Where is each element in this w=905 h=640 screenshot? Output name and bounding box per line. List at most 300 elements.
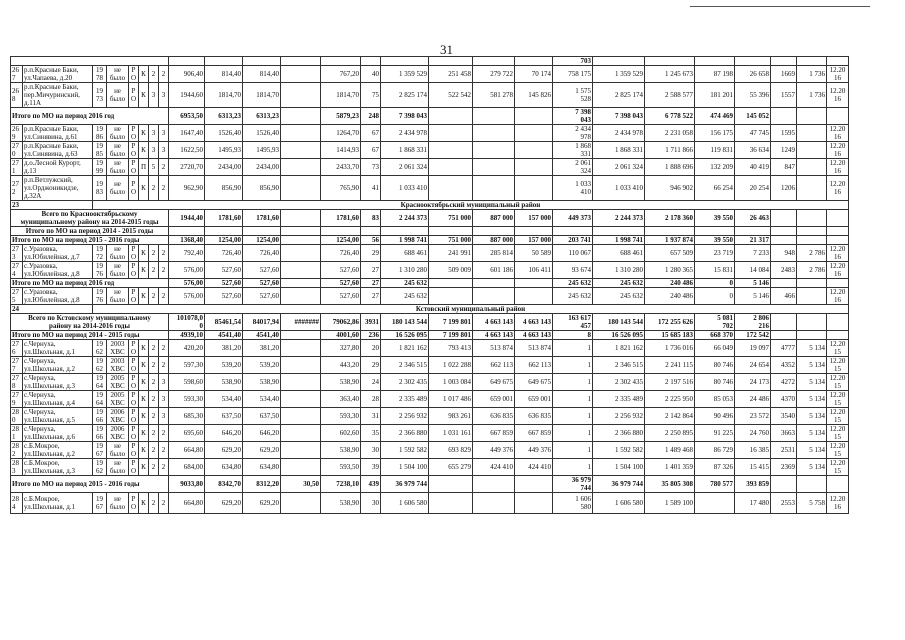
material-cell: Р О — [129, 374, 139, 391]
value-cell-c13: 35 805 308 — [645, 476, 695, 493]
material-cell: Р О — [129, 262, 139, 279]
value-cell-c2: 634,80 — [205, 459, 243, 476]
value-cell-c17 — [797, 236, 827, 245]
table-row — [11, 408, 849, 425]
value-cell-c13: 1 280 365 — [645, 262, 695, 279]
value-cell-c12: 2 825 174 — [593, 83, 645, 108]
value-cell-c12: 7 398 043 — [593, 108, 645, 125]
value-cell-c17: 5 134 — [797, 459, 827, 476]
value-cell-c15: 16 385 — [735, 442, 771, 459]
value-cell-c2: 6313,23 — [205, 108, 243, 125]
repair-cell: 2006 ХВС — [107, 425, 129, 442]
value-cell-c18: 12.20 16 — [827, 262, 849, 279]
value-cell-c17: 5 134 — [797, 357, 827, 374]
value-cell-c2: 534,40 — [205, 391, 243, 408]
value-cell-c1: 598,60 — [169, 374, 205, 391]
value-cell-c13: 2 178 360 — [645, 210, 695, 227]
repair-cell: не было — [107, 176, 129, 201]
value-cell-c13: 657 509 — [645, 245, 695, 262]
value-cell-c5 — [321, 57, 361, 66]
value-cell-c15: 17 480 — [735, 493, 771, 514]
value-cell-c16 — [771, 279, 797, 288]
empty-cell — [645, 227, 695, 236]
value-cell-c8: 7 199 801 — [429, 331, 473, 340]
entrances-cell: 2 — [159, 288, 169, 305]
material-cell: Р О — [129, 442, 139, 459]
row-number: 27 2 — [11, 176, 23, 201]
value-cell-c4 — [281, 210, 321, 227]
value-cell-c2: 8342,70 — [205, 476, 243, 493]
value-cell-c7: 245 632 — [381, 288, 429, 305]
value-cell-c8: 983 261 — [429, 408, 473, 425]
value-cell-c1: 1622,50 — [169, 142, 205, 159]
value-cell-c2: 1781,60 — [205, 210, 243, 227]
row-number: 27 4 — [11, 262, 23, 279]
table-row — [11, 288, 849, 305]
entrances-cell: 2 — [159, 340, 169, 357]
value-cell-c11: 1 — [553, 442, 593, 459]
value-cell-c6: 27 — [361, 262, 381, 279]
material-cell: Р О — [129, 176, 139, 201]
value-cell-c2: 4541,40 — [205, 331, 243, 340]
value-cell-c7: 2 256 932 — [381, 408, 429, 425]
value-cell-c3: 1814,70 — [243, 83, 281, 108]
value-cell-c13: 2 241 115 — [645, 357, 695, 374]
value-cell-c1: 4939,10 — [169, 331, 205, 340]
value-cell-c1: 1944,60 — [169, 83, 205, 108]
value-cell-c12: 2 302 435 — [593, 374, 645, 391]
value-cell-c3: 534,40 — [243, 391, 281, 408]
value-cell-c15: 7 233 — [735, 245, 771, 262]
value-cell-c2: 527,60 — [205, 262, 243, 279]
value-cell-c17: 5 134 — [797, 442, 827, 459]
value-cell-c8: 751 000 — [429, 210, 473, 227]
value-cell-c10 — [515, 476, 553, 493]
value-cell-c5: 765,90 — [321, 176, 361, 201]
floors-cell: 3 — [149, 83, 159, 108]
year-cell: 19 83 — [93, 176, 107, 201]
roof-cell: К — [139, 176, 149, 201]
value-cell-c9 — [473, 57, 515, 66]
value-cell-c1: 792,40 — [169, 245, 205, 262]
value-cell-c15: 26 463 — [735, 210, 771, 227]
value-cell-c3: 1526,40 — [243, 125, 281, 142]
value-cell-c17: 5 134 — [797, 425, 827, 442]
roof-cell: К — [139, 245, 149, 262]
value-cell-c2: 1254,00 — [205, 236, 243, 245]
page-number: 31 — [440, 42, 453, 57]
value-cell-c11: 36 979 744 — [553, 476, 593, 493]
table-row — [11, 236, 849, 245]
value-cell-c18 — [827, 331, 849, 340]
table-row — [11, 493, 849, 514]
entrances-cell: 3 — [159, 374, 169, 391]
entrances-cell: 2 — [159, 66, 169, 83]
total-label: Итого по МО на период 2015 - 2016 годы — [11, 236, 169, 245]
value-cell-c11: 163 617 457 — [553, 314, 593, 331]
value-cell-c6: 24 — [361, 374, 381, 391]
value-cell-c4 — [281, 374, 321, 391]
value-cell-c14: 0 — [695, 279, 735, 288]
value-cell-c17 — [797, 314, 827, 331]
value-cell-c13: 2 197 516 — [645, 374, 695, 391]
value-cell-c17: 5 134 — [797, 408, 827, 425]
roof-cell: К — [139, 391, 149, 408]
empty-cell — [771, 227, 797, 236]
value-cell-c1: 420,20 — [169, 340, 205, 357]
repair-cell: не было — [107, 245, 129, 262]
year-cell: 19 66 — [93, 425, 107, 442]
value-cell-c13: 2 142 864 — [645, 408, 695, 425]
value-cell-c2: 527,60 — [205, 288, 243, 305]
table-row — [11, 159, 849, 176]
value-cell-c9: 887 000 — [473, 236, 515, 245]
year-cell: 19 62 — [93, 357, 107, 374]
value-cell-c16: 466 — [771, 288, 797, 305]
row-number: 27 8 — [11, 374, 23, 391]
value-cell-c10: 4 663 143 — [515, 331, 553, 340]
value-cell-c6: 439 — [361, 476, 381, 493]
value-cell-c11: 7 398 043 — [553, 108, 593, 125]
value-cell-c16: 3663 — [771, 425, 797, 442]
value-cell-c14: 0 — [695, 288, 735, 305]
value-cell-c2: 629,20 — [205, 493, 243, 514]
entrances-cell: 3 — [159, 408, 169, 425]
value-cell-c2: 629,20 — [205, 442, 243, 459]
year-cell: 19 78 — [93, 66, 107, 83]
value-cell-c7: 1 998 741 — [381, 236, 429, 245]
value-cell-c13: 1 711 866 — [645, 142, 695, 159]
value-cell-c7 — [381, 57, 429, 66]
housing-repair-table — [10, 56, 849, 514]
entrances-cell: 2 — [159, 442, 169, 459]
value-cell-c9: 4 663 143 — [473, 331, 515, 340]
year-cell: 19 99 — [93, 159, 107, 176]
value-cell-c10 — [515, 57, 553, 66]
value-cell-c9: 424 410 — [473, 459, 515, 476]
material-cell: Р О — [129, 288, 139, 305]
value-cell-c6: 27 — [361, 288, 381, 305]
value-cell-c3: 527,60 — [243, 288, 281, 305]
value-cell-c6: 29 — [361, 245, 381, 262]
value-cell-c10 — [515, 159, 553, 176]
material-cell: Р О — [129, 425, 139, 442]
value-cell-c5: 538,90 — [321, 374, 361, 391]
floors-cell: 2 — [149, 374, 159, 391]
value-cell-c14: 780 577 — [695, 476, 735, 493]
value-cell-c16: 2553 — [771, 493, 797, 514]
value-cell-c18 — [827, 279, 849, 288]
value-cell-c6: 56 — [361, 236, 381, 245]
year-cell: 19 67 — [93, 493, 107, 514]
value-cell-c15: 26 658 — [735, 66, 771, 83]
address-cell: с.Б.Мокрое, ул.Школьная, д.1 — [23, 493, 93, 514]
total-label: Итого по МО на период 2014 - 2015 годы — [11, 331, 169, 340]
value-cell-c18 — [827, 108, 849, 125]
value-cell-c17: 5 134 — [797, 391, 827, 408]
value-cell-c7: 180 143 544 — [381, 314, 429, 331]
value-cell-c8 — [429, 57, 473, 66]
value-cell-c3: 538,90 — [243, 374, 281, 391]
row-number: 27 5 — [11, 288, 23, 305]
floors-cell: 2 — [149, 340, 159, 357]
value-cell-c12: 2 366 880 — [593, 425, 645, 442]
value-cell-c16: 1206 — [771, 176, 797, 201]
entrances-cell: 2 — [159, 459, 169, 476]
value-cell-c14: 119 831 — [695, 142, 735, 159]
value-cell-c2: 2434,00 — [205, 159, 243, 176]
value-cell-c2: 856,90 — [205, 176, 243, 201]
value-cell-c8 — [429, 279, 473, 288]
row-number: 27 9 — [11, 391, 23, 408]
floors-cell: 2 — [149, 245, 159, 262]
value-cell-c6: 40 — [361, 66, 381, 83]
value-cell-c18: 12.20 15 — [827, 408, 849, 425]
value-cell-c10 — [515, 142, 553, 159]
value-cell-c16: 1557 — [771, 83, 797, 108]
value-cell-c7: 1 606 580 — [381, 493, 429, 514]
value-cell-c10: 424 410 — [515, 459, 553, 476]
address-cell: с.Б.Мокрое, ул.Школьная, д.3 — [23, 459, 93, 476]
value-cell-c5: 1254,00 — [321, 236, 361, 245]
value-cell-c11: 1 — [553, 459, 593, 476]
value-cell-c7: 36 979 744 — [381, 476, 429, 493]
repair-cell: не было — [107, 262, 129, 279]
value-cell-c16: 1595 — [771, 125, 797, 142]
value-cell-c3: 646,20 — [243, 425, 281, 442]
value-cell-c5: 4001,60 — [321, 331, 361, 340]
address-cell: с.Чернуха, ул.Школьная, д.1 — [23, 340, 93, 357]
material-cell: Р О — [129, 391, 139, 408]
value-cell-c18: 12.20 16 — [827, 176, 849, 201]
address-cell: с.Чернуха, ул.Школьная, д.6 — [23, 425, 93, 442]
repair-cell: не было — [107, 288, 129, 305]
value-cell-c13: 1 489 468 — [645, 442, 695, 459]
value-cell-c17 — [797, 279, 827, 288]
value-cell-c15: 36 634 — [735, 142, 771, 159]
value-cell-c2: 1526,40 — [205, 125, 243, 142]
value-cell-c12: 180 143 544 — [593, 314, 645, 331]
value-cell-c13: 172 255 626 — [645, 314, 695, 331]
value-cell-c16 — [771, 331, 797, 340]
value-cell-c5: 527,60 — [321, 288, 361, 305]
subtotal-label: Итого по МО на период 2014 - 2015 годы — [11, 227, 169, 236]
value-cell-c3: 1495,93 — [243, 142, 281, 159]
value-cell-c15: 24 173 — [735, 374, 771, 391]
empty-cell — [473, 227, 515, 236]
value-cell-c13 — [645, 57, 695, 66]
floors-cell: 2 — [149, 357, 159, 374]
value-cell-c13: 15 685 183 — [645, 331, 695, 340]
value-cell-c18: 12.20 15 — [827, 340, 849, 357]
value-cell-c7: 1 359 529 — [381, 66, 429, 83]
entrances-cell: 3 — [159, 391, 169, 408]
value-cell-c11: 1 033 410 — [553, 176, 593, 201]
value-cell-c15: 24 654 — [735, 357, 771, 374]
value-cell-c4: ####### — [281, 314, 321, 331]
address-cell: р.п.Красные Баки, ул.Синявина, д.63 — [23, 142, 93, 159]
roof-cell: К — [139, 408, 149, 425]
value-cell-c10: 157 000 — [515, 210, 553, 227]
value-cell-c2: 1814,70 — [205, 83, 243, 108]
value-cell-c15: 24 760 — [735, 425, 771, 442]
value-cell-c9 — [473, 493, 515, 514]
value-cell-c15: 55 396 — [735, 83, 771, 108]
empty-cell — [205, 227, 243, 236]
value-cell-c9: 279 722 — [473, 66, 515, 83]
value-cell-c3: 814,40 — [243, 66, 281, 83]
value-cell-c12: 2 061 324 — [593, 159, 645, 176]
value-cell-c12: 2 434 978 — [593, 125, 645, 142]
value-cell-c17 — [797, 108, 827, 125]
row-number: 27 6 — [11, 340, 23, 357]
value-cell-c5: 767,20 — [321, 66, 361, 83]
value-cell-c6: 39 — [361, 459, 381, 476]
value-cell-c15: 15 415 — [735, 459, 771, 476]
value-cell-c18: 12.20 15 — [827, 391, 849, 408]
value-cell-c15 — [735, 57, 771, 66]
roof-cell: К — [139, 262, 149, 279]
value-cell-c16 — [771, 314, 797, 331]
total-label: Всего по Краснооктябрьскому муниципальному району на 2014-2015 годы — [11, 210, 169, 227]
repair-cell: 2003 ХВС — [107, 340, 129, 357]
entrances-cell: 3 — [159, 142, 169, 159]
value-cell-c18: 12.20 16 — [827, 288, 849, 305]
value-cell-c2: 85461,54 — [205, 314, 243, 331]
value-cell-c14: 66 254 — [695, 176, 735, 201]
address-cell: с.Б.Мокрое, ул.Школьная, д.2 — [23, 442, 93, 459]
value-cell-c8: 793 413 — [429, 340, 473, 357]
value-cell-c5: 1781,60 — [321, 210, 361, 227]
value-cell-c7: 2 825 174 — [381, 83, 429, 108]
value-cell-c1: 576,00 — [169, 288, 205, 305]
value-cell-c9: 4 663 143 — [473, 314, 515, 331]
value-cell-c16: 948 — [771, 245, 797, 262]
value-cell-c7: 2 335 489 — [381, 391, 429, 408]
repair-cell: не было — [107, 459, 129, 476]
value-cell-c13: 2 250 895 — [645, 425, 695, 442]
value-cell-c3: 856,90 — [243, 176, 281, 201]
value-cell-c15: 5 146 — [735, 279, 771, 288]
value-cell-c7: 1 033 410 — [381, 176, 429, 201]
value-cell-c12: 2 256 932 — [593, 408, 645, 425]
value-cell-c4 — [281, 236, 321, 245]
entrances-cell: 2 — [159, 357, 169, 374]
value-cell-c7: 2 302 435 — [381, 374, 429, 391]
value-cell-c11: 703 — [553, 57, 593, 66]
value-cell-c9 — [473, 108, 515, 125]
floors-cell: 2 — [149, 176, 159, 201]
table-row — [11, 476, 849, 493]
roof-cell: К — [139, 125, 149, 142]
value-cell-c11: 1 — [553, 408, 593, 425]
entrances-cell: 2 — [159, 159, 169, 176]
value-cell-c18 — [827, 236, 849, 245]
value-cell-c4 — [281, 331, 321, 340]
value-cell-c8: 241 991 — [429, 245, 473, 262]
repair-cell: не было — [107, 442, 129, 459]
value-cell-c4 — [281, 176, 321, 201]
value-cell-c15: 145 052 — [735, 108, 771, 125]
value-cell-c16: 2531 — [771, 442, 797, 459]
value-cell-c12: 1 592 582 — [593, 442, 645, 459]
year-cell: 19 62 — [93, 459, 107, 476]
value-cell-c10: 636 835 — [515, 408, 553, 425]
value-cell-c11: 1 — [553, 391, 593, 408]
floors-cell: 2 — [149, 262, 159, 279]
value-cell-c4 — [281, 142, 321, 159]
value-cell-c10: 667 859 — [515, 425, 553, 442]
roof-cell: К — [139, 493, 149, 514]
value-cell-c6: 67 — [361, 125, 381, 142]
value-cell-c1: 906,40 — [169, 66, 205, 83]
value-cell-c17 — [797, 288, 827, 305]
value-cell-c13: 2 588 577 — [645, 83, 695, 108]
value-cell-c11: 1 — [553, 374, 593, 391]
value-cell-c7: 1 821 162 — [381, 340, 429, 357]
row-number: 26 7 — [11, 66, 23, 83]
table-row — [11, 331, 849, 340]
value-cell-c14: 39 550 — [695, 210, 735, 227]
value-cell-c2: 538,90 — [205, 374, 243, 391]
table-row — [11, 374, 849, 391]
value-cell-c11: 758 175 — [553, 66, 593, 83]
value-cell-c2: 381,20 — [205, 340, 243, 357]
value-cell-c4 — [281, 391, 321, 408]
value-cell-c14: 668 370 — [695, 331, 735, 340]
floors-cell: 2 — [149, 391, 159, 408]
value-cell-c9 — [473, 142, 515, 159]
value-cell-c1: 685,30 — [169, 408, 205, 425]
value-cell-c11: 245 632 — [553, 279, 593, 288]
value-cell-c7: 7 398 043 — [381, 108, 429, 125]
value-cell-c16: 3540 — [771, 408, 797, 425]
row-number: 28 4 — [11, 493, 23, 514]
value-cell-c7: 1 592 582 — [381, 442, 429, 459]
value-cell-c11: 449 373 — [553, 210, 593, 227]
value-cell-c18 — [827, 314, 849, 331]
value-cell-c1: 593,30 — [169, 391, 205, 408]
value-cell-c4: 30,50 — [281, 476, 321, 493]
material-cell: Р О — [129, 459, 139, 476]
district-title: Краснооктябрьский муниципальный район — [93, 201, 849, 210]
year-cell: 19 62 — [93, 340, 107, 357]
material-cell: Р О — [129, 125, 139, 142]
value-cell-c5: 2433,70 — [321, 159, 361, 176]
roof-cell: К — [139, 66, 149, 83]
value-cell-c5: 327,80 — [321, 340, 361, 357]
material-cell: Р О — [129, 408, 139, 425]
address-cell: с.Чернуха, ул.Школьная, д.5 — [23, 408, 93, 425]
material-cell: Р О — [129, 159, 139, 176]
value-cell-c15: 24 486 — [735, 391, 771, 408]
row-number: 27 3 — [11, 245, 23, 262]
value-cell-c18: 12.20 16 — [827, 83, 849, 108]
value-cell-c17 — [797, 57, 827, 66]
value-cell-c9: 449 376 — [473, 442, 515, 459]
table-row — [11, 142, 849, 159]
value-cell-c6: 248 — [361, 108, 381, 125]
value-cell-c5: 5879,23 — [321, 108, 361, 125]
value-cell-c9: 662 113 — [473, 357, 515, 374]
empty-cell — [515, 227, 553, 236]
value-cell-c4 — [281, 442, 321, 459]
empty-cell — [321, 227, 361, 236]
repair-cell: не было — [107, 159, 129, 176]
value-cell-c10 — [515, 493, 553, 514]
value-cell-c16 — [771, 210, 797, 227]
value-cell-c18: 12.20 15 — [827, 357, 849, 374]
